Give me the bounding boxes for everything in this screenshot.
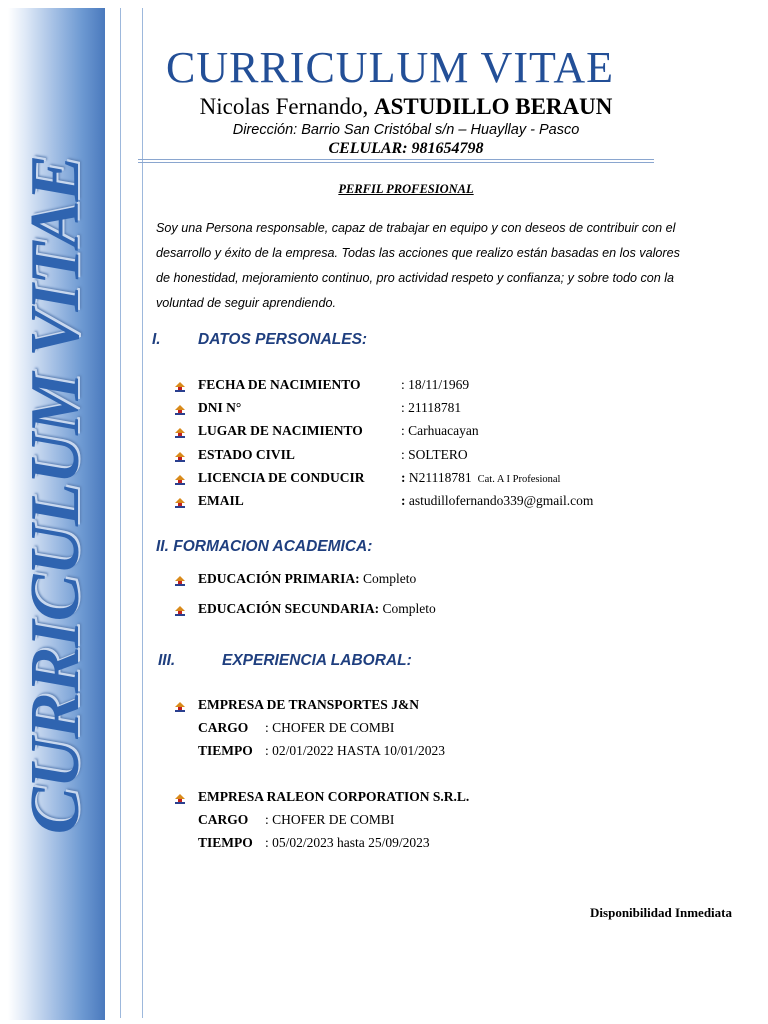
field-separator: :	[401, 493, 406, 508]
personal-field-value	[401, 423, 479, 439]
job-cargo-label: CARGO	[198, 720, 249, 735]
profile-title: PERFIL PROFESIONAL	[338, 182, 474, 196]
profile-text: Soy una Persona responsable, capaz de trabajar en equipo y con deseos de contribuir con el desarrollo y éxito de la empresa. Todas las acciones que realizo están basadas en los valores de honestidad, mejoramiento continuo, pro actividad respeto y confianza; y sobre todo con la voluntad de seguir aprendiendo.	[156, 221, 680, 310]
education-label: EDUCACIÓN SECUNDARIA:	[198, 601, 380, 616]
address: Dirección: Barrio San Cristóbal s/n – Huayllay - Pasco	[232, 122, 580, 138]
bullet-icon	[174, 403, 186, 415]
header-rule	[138, 162, 654, 163]
personal-field-label: DNI N°	[198, 400, 242, 416]
bullet-icon	[174, 792, 186, 804]
header-rule	[138, 159, 654, 160]
job-cargo-value: : CHOFER DE COMBI	[265, 812, 395, 827]
bullet-icon	[174, 473, 186, 485]
education-item	[198, 601, 436, 617]
sidebar-vertical-title: CURRICULUM VITAE	[17, 155, 94, 835]
phone: CELULAR: 981654798	[328, 140, 484, 157]
job-tiempo-label: TIEMPO	[198, 835, 253, 850]
education-value: Completo	[379, 601, 436, 616]
bullet-icon	[174, 426, 186, 438]
page-title: CURRICULUM VITAE	[165, 43, 614, 92]
personal-field-value	[401, 470, 560, 486]
section-number: III.	[158, 652, 176, 669]
bullet-icon	[174, 700, 186, 712]
field-value-text: 21118781	[404, 400, 462, 416]
education-value: Completo	[359, 571, 417, 586]
job-tiempo-value: : 02/01/2022 HASTA 10/01/2023	[265, 743, 446, 758]
bullet-icon	[174, 496, 186, 508]
personal-field-label: ESTADO CIVIL	[198, 446, 295, 462]
section-title: DATOS PERSONALES:	[198, 331, 368, 348]
field-separator: :	[401, 400, 405, 416]
section-number: I.	[152, 331, 161, 348]
field-separator: :	[401, 377, 405, 392]
job-tiempo-value: : 05/02/2023 hasta 25/09/2023	[265, 835, 430, 850]
field-value-text: N21118781	[405, 469, 472, 485]
name-first: Nicolas Fernando,	[199, 94, 369, 119]
section-education-heading: II. FORMACION ACADEMICA:	[156, 538, 373, 555]
education-item	[198, 571, 416, 587]
personal-field-label: FECHA DE NACIMIENTO	[198, 377, 361, 392]
field-value-text: Carhuacayan	[404, 423, 479, 439]
field-separator: :	[401, 446, 405, 462]
bullet-icon	[174, 450, 186, 462]
field-value-text: SOLTERO	[404, 446, 468, 462]
section-title: EXPERIENCIA LABORAL:	[222, 652, 412, 669]
personal-field-value	[401, 400, 461, 416]
divider-line	[120, 8, 121, 1018]
personal-field-label: LICENCIA DE CONDUCIR	[198, 469, 365, 485]
field-separator: :	[401, 469, 406, 485]
bullet-icon	[174, 380, 186, 392]
field-separator: :	[401, 423, 405, 439]
personal-field-value	[401, 447, 468, 463]
personal-field-label: EMAIL	[198, 493, 244, 508]
availability-note: Disponibilidad Inmediata	[590, 905, 732, 920]
candidate-name	[140, 94, 672, 120]
field-value-text: astudillofernando339@gmail.com	[405, 493, 594, 508]
job-tiempo-label: TIEMPO	[198, 743, 253, 758]
section-experience-heading	[158, 652, 412, 670]
job-company: EMPRESA RALEON CORPORATION S.R.L.	[198, 789, 470, 804]
job-company: EMPRESA DE TRANSPORTES J&N	[198, 697, 419, 712]
section-personal-heading	[152, 331, 367, 349]
field-value-extra: Cat. A I Profesional	[477, 473, 561, 485]
field-value-text: 18/11/1969	[404, 377, 470, 392]
bullet-icon	[174, 604, 186, 616]
bullet-icon	[174, 574, 186, 586]
name-last: ASTUDILLO BERAUN	[374, 94, 613, 119]
job-cargo-label: CARGO	[198, 812, 249, 827]
personal-field-label: LUGAR DE NACIMIENTO	[198, 423, 363, 439]
education-label: EDUCACIÓN PRIMARIA:	[198, 571, 360, 586]
personal-field-value	[401, 377, 469, 393]
job-cargo-value: : CHOFER DE COMBI	[265, 720, 395, 735]
personal-field-value	[401, 493, 593, 509]
